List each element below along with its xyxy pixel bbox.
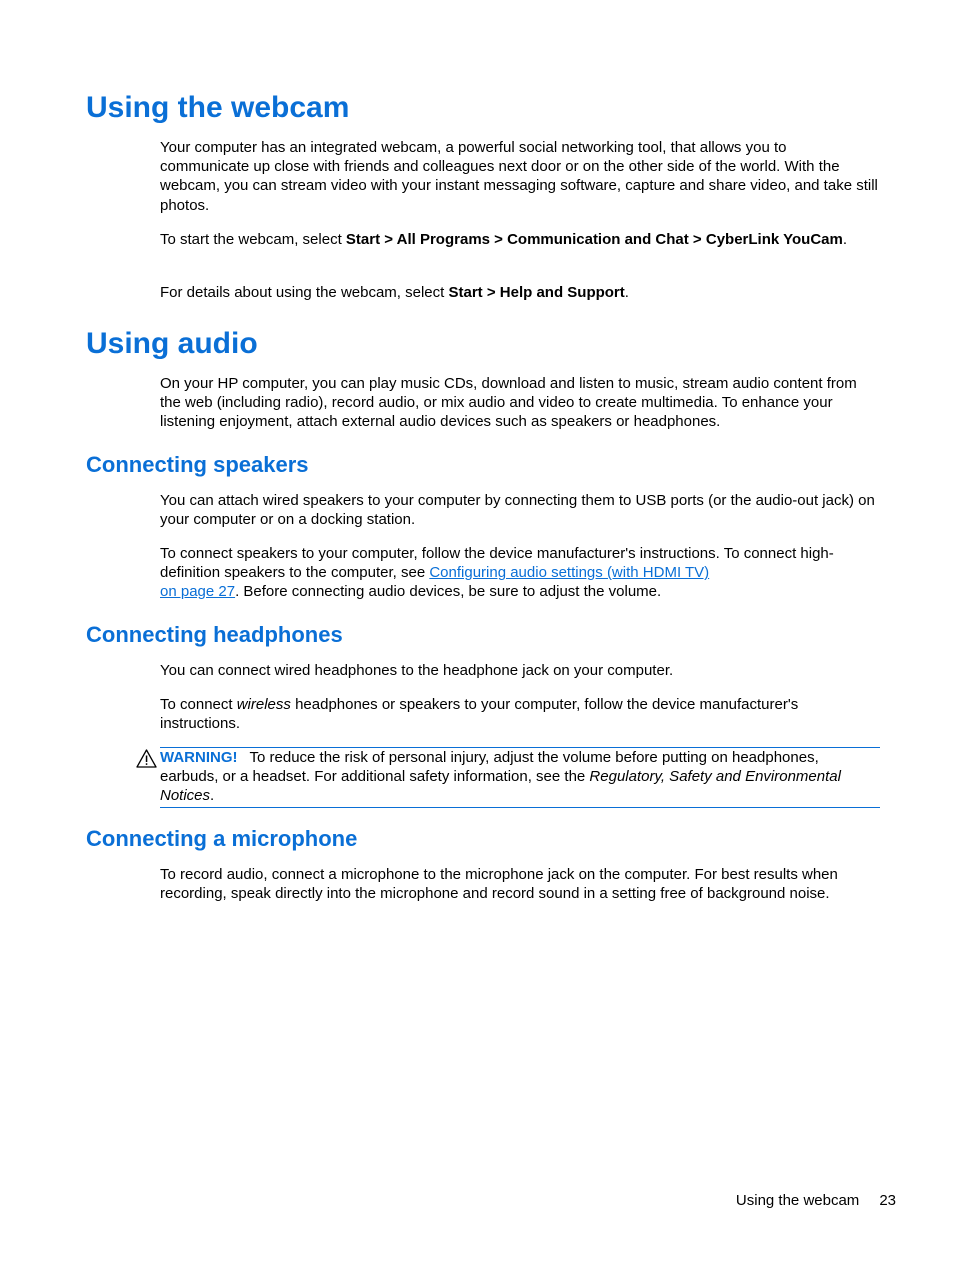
speakers-instructions-end: . Before connecting audio devices, be sure to adjust the volume.: [235, 583, 662, 601]
headphones-wireless-paragraph: [160, 695, 878, 733]
page-27-link[interactable]: on page 27: [160, 583, 236, 601]
speakers-intro-paragraph: You can attach wired speakers to your computer by connecting them to USB ports (or the audio-out jack) on your computer or on a docking station.: [160, 492, 875, 529]
heading-connecting-a-microphone: Connecting a microphone: [86, 826, 358, 851]
speakers-instructions-text: To connect speakers to your computer, follow the device manufacturer's instructions. To connect high-definition speakers to the computer, see: [160, 545, 834, 582]
webcam-intro-paragraph: Your computer has an integrated webcam, a powerful social networking tool, that allows you to communicate up close with friends and colleagues next door or on the other side of the world. With the webcam, you can stream video with your instant messaging software, capture and share video, and take still photos.: [160, 139, 878, 214]
heading-connecting-speakers: Connecting speakers: [86, 452, 309, 477]
microphone-paragraph: To record audio, connect a microphone to the microphone jack on the computer. For best results when recording, speak directly into the microphone and record sound in a setting free of background noise.: [160, 866, 838, 903]
heading-using-the-webcam: Using the webcam: [86, 91, 350, 124]
warning-triangle-icon: [136, 749, 157, 768]
webcam-start-paragraph: [160, 230, 878, 249]
webcam-start-path: Start > All Programs > Communication and Chat > CyberLink YouCam: [345, 231, 843, 248]
page-footer: [736, 1191, 896, 1211]
heading-using-audio: Using audio: [86, 327, 258, 360]
audio-settings-link[interactable]: Configuring audio settings (with HDMI TV): [429, 564, 710, 582]
speakers-instructions-paragraph: [160, 544, 878, 602]
warning-label: WARNING!: [160, 749, 238, 766]
warning-paragraph: [160, 748, 878, 806]
webcam-help-end: .: [624, 284, 629, 301]
footer-section-name: Using the webcam: [735, 1192, 860, 1209]
webcam-help-path: Start > Help and Support: [448, 284, 625, 301]
webcam-start-text: To start the webcam, select: [160, 231, 346, 248]
headphones-wireless-end: headphones or speakers to your computer, follow the device manufacturer's instructions.: [160, 696, 799, 733]
audio-intro-paragraph: On your HP computer, you can play music CDs, download and listen to music, stream audio content from the web (including radio), record audio, or mix audio and video to create multimedia. To enhance your listening enjoyment, attach external audio devices such as speakers or headphones.: [160, 375, 857, 431]
webcam-start-end: .: [842, 231, 848, 248]
page-number: 23: [879, 1192, 896, 1209]
headphones-intro-paragraph: You can connect wired headphones to the headphone jack on your computer.: [160, 662, 674, 679]
webcam-help-paragraph: [160, 283, 878, 302]
wireless-emphasis: wireless: [236, 696, 291, 713]
webcam-help-text: For details about using the webcam, select: [160, 284, 449, 301]
warning-text: To reduce the risk of personal injury, adjust the volume before putting on headphones, earbuds, or a headset. For additional safety information, see the: [160, 749, 819, 786]
headphones-wireless-text: To connect: [160, 696, 237, 713]
heading-connecting-headphones: Connecting headphones: [86, 622, 343, 647]
warning-document-title: Regulatory, Safety and Environmental Notices: [160, 768, 841, 805]
warning-end: .: [210, 787, 215, 805]
